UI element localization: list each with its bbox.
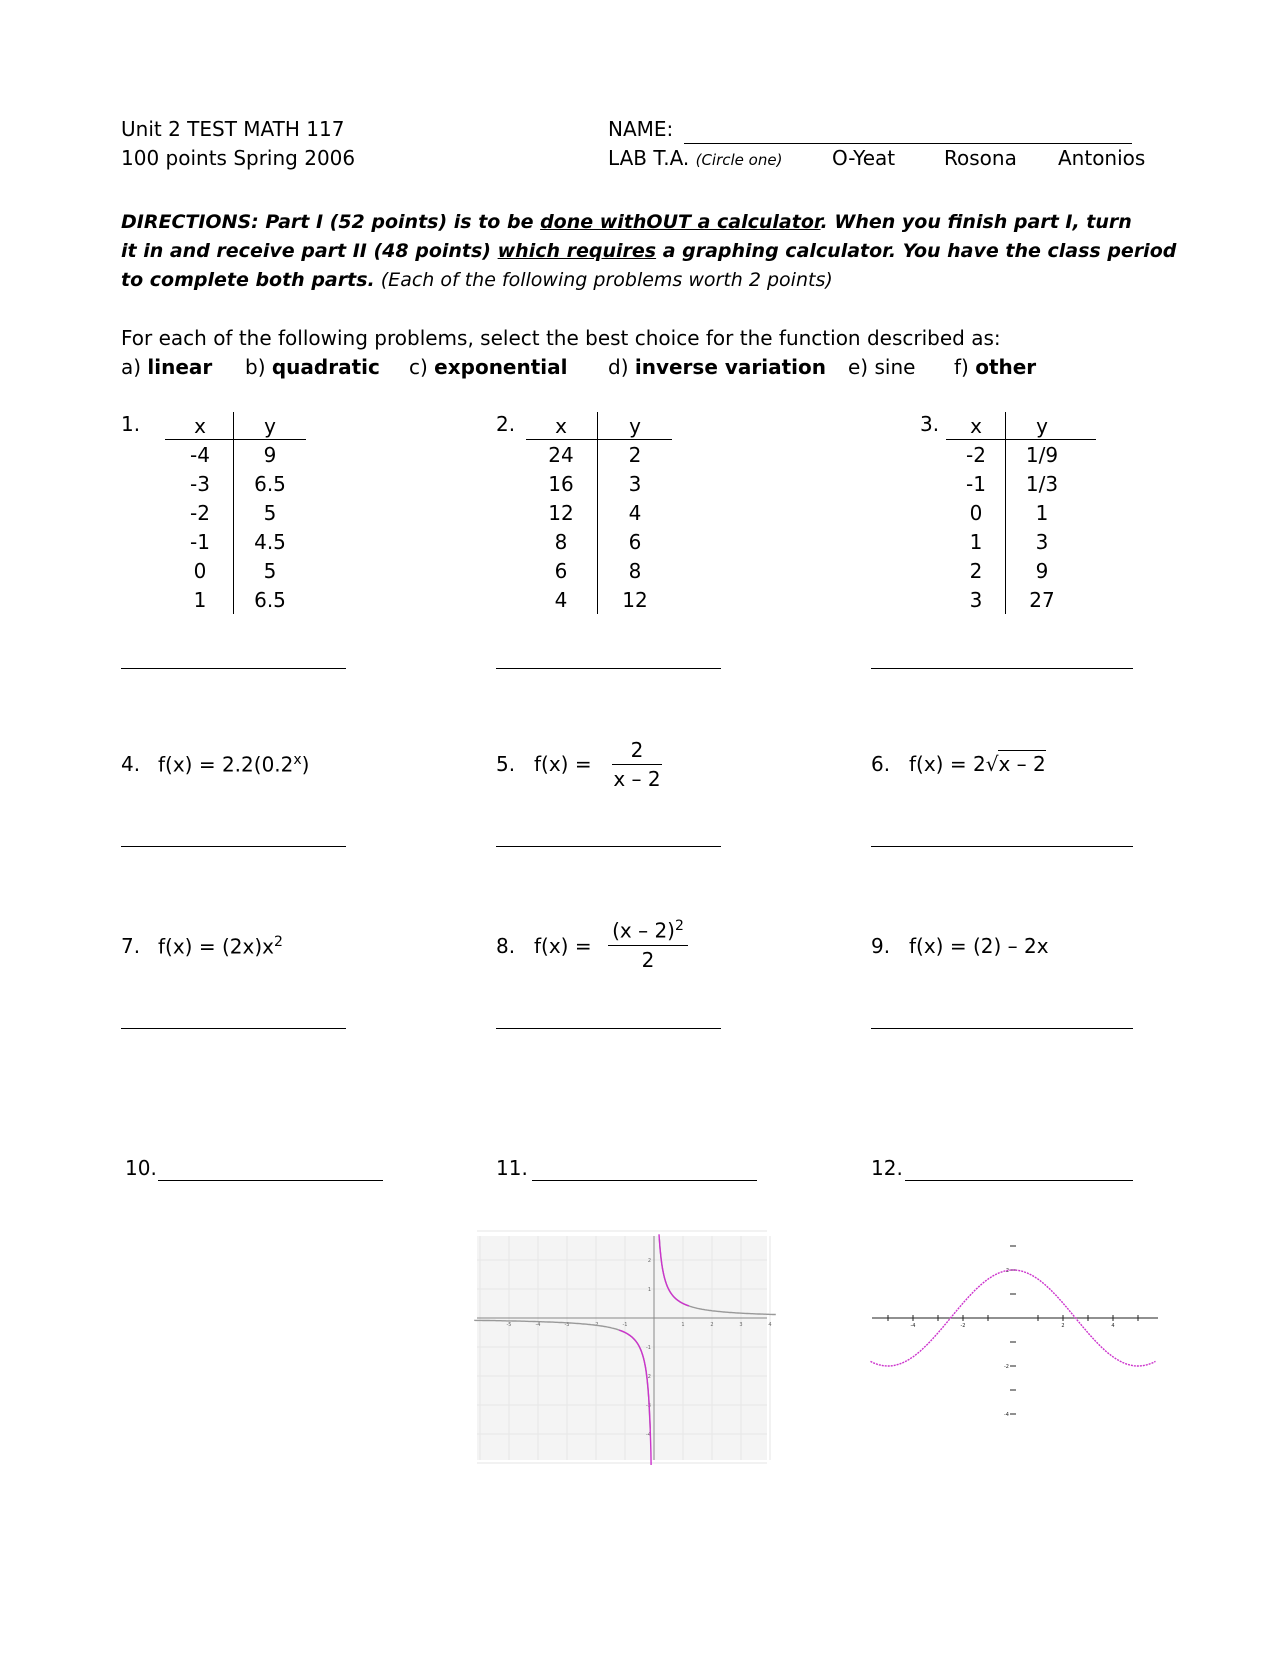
table-cell: 2 xyxy=(969,559,983,583)
directions-part1: DIRECTIONS: Part I (52 points) is to be xyxy=(121,211,541,233)
table-1 xyxy=(121,412,321,612)
table-cell: 1/9 xyxy=(1025,443,1059,467)
table-3 xyxy=(920,412,1120,612)
table-cell: -1 xyxy=(966,472,986,496)
problem-5-fraction xyxy=(612,738,662,791)
table-header-rule xyxy=(165,439,306,440)
answer-line-4[interactable] xyxy=(121,846,346,847)
table-cell: 6 xyxy=(554,559,568,583)
problem-number: 2. xyxy=(496,412,516,436)
problem-number: 1. xyxy=(121,412,141,436)
problem-5-numerator: 2 xyxy=(630,738,644,762)
test-subtitle: 100 points Spring 2006 xyxy=(121,146,356,170)
x-tick-label: 4 xyxy=(768,1322,772,1328)
table-cell: 24 xyxy=(548,443,574,467)
table-header-y: y xyxy=(1036,414,1048,438)
table-cell: 1 xyxy=(969,530,983,554)
table-header-y: y xyxy=(629,414,641,438)
problem-5-denominator: x – 2 xyxy=(613,767,661,791)
choice-e xyxy=(848,355,915,379)
name-label: NAME: xyxy=(608,117,674,141)
table-cell: 3 xyxy=(628,472,642,496)
fraction-bar xyxy=(612,764,662,765)
table-cell: -2 xyxy=(966,443,986,467)
problem-8-numerator-exponent: 2 xyxy=(674,918,684,934)
choice-d-name: inverse variation xyxy=(634,355,826,379)
answer-line-9[interactable] xyxy=(871,1028,1133,1029)
circle-one-note: (Circle one) xyxy=(695,151,783,169)
table-header-x: x xyxy=(970,414,982,438)
choice-d-letter: d) xyxy=(608,355,629,379)
answer-line-12[interactable] xyxy=(905,1180,1133,1181)
problem-9-number: 9. xyxy=(871,934,891,958)
instructions-text: For each of the following problems, select the best choice for the function described as: xyxy=(121,326,1001,350)
choice-f-letter: f) xyxy=(954,355,969,379)
table-header-rule xyxy=(526,439,672,440)
table-cell: 1/3 xyxy=(1025,472,1059,496)
table-cell: 3 xyxy=(969,588,983,612)
table-cell: 5 xyxy=(263,501,277,525)
table-cell: 12 xyxy=(548,501,574,525)
table-cell: 9 xyxy=(1035,559,1049,583)
x-tick-label: -4 xyxy=(535,1322,541,1328)
choice-e-letter: e) xyxy=(848,355,869,379)
directions-note: (Each of the following problems worth 2 points) xyxy=(374,269,833,291)
table-divider xyxy=(597,412,598,614)
answer-line-1[interactable] xyxy=(121,668,346,669)
table-cell: 8 xyxy=(554,530,568,554)
x-tick-label: -2 xyxy=(593,1322,599,1328)
problem-8-fraction xyxy=(608,918,688,972)
table-cell: 4 xyxy=(554,588,568,612)
problem-6-number: 6. xyxy=(871,752,891,776)
problem-6-formula xyxy=(909,752,1046,776)
table-cell: 3 xyxy=(1035,530,1049,554)
table-cell: 6.5 xyxy=(254,472,286,496)
choice-a-letter: a) xyxy=(121,355,142,379)
problem-4-formula xyxy=(158,752,309,777)
problem-7-formula xyxy=(158,934,283,959)
problem-5-number: 5. xyxy=(496,752,516,776)
table-cell: 27 xyxy=(1029,588,1055,612)
answer-line-3[interactable] xyxy=(871,668,1133,669)
directions xyxy=(121,208,1177,295)
table-header-x: x xyxy=(555,414,567,438)
table-cell: 4 xyxy=(628,501,642,525)
problem-8-number: 8. xyxy=(496,934,516,958)
x-tick-label: -2 xyxy=(960,1323,966,1329)
problem-4-close: ) xyxy=(301,752,310,777)
sqrt-icon: √ xyxy=(985,752,999,776)
y-tick-label: -3 xyxy=(646,1403,651,1409)
problem-4-lhs: f(x) = 2.2(0.2 xyxy=(158,752,294,777)
lab-ta-label xyxy=(608,146,782,170)
table-cell: -3 xyxy=(190,472,210,496)
table-cell: 2 xyxy=(628,443,642,467)
table-cell: 9 xyxy=(263,443,277,467)
fraction-bar xyxy=(608,945,688,946)
choice-b xyxy=(245,355,380,379)
problem-4-number: 4. xyxy=(121,752,141,776)
table-cell: 0 xyxy=(969,501,983,525)
graph-12 xyxy=(870,1236,1160,1446)
lab-ta-text: LAB T.A. xyxy=(608,146,690,170)
problem-5-lhs: f(x) = xyxy=(534,752,592,776)
x-tick-label: -1 xyxy=(622,1322,628,1328)
x-tick-label: 2 xyxy=(1061,1323,1065,1329)
table-cell: -2 xyxy=(190,501,210,525)
table-header-x: x xyxy=(194,414,206,438)
table-cell: 0 xyxy=(193,559,207,583)
problem-10-number: 10. xyxy=(125,1156,157,1180)
table-cell: 8 xyxy=(628,559,642,583)
problem-number: 3. xyxy=(920,412,940,436)
x-tick-label: 4 xyxy=(1111,1323,1115,1329)
directions-underline-1: done withOUT a calculator xyxy=(540,211,821,233)
answer-line-2[interactable] xyxy=(496,668,721,669)
test-title: Unit 2 TEST MATH 117 xyxy=(121,117,345,141)
ta-option-3[interactable]: Antonios xyxy=(1058,146,1146,170)
x-tick-label: -4 xyxy=(910,1323,916,1329)
table-header-y: y xyxy=(264,414,276,438)
table-cell: 6.5 xyxy=(254,588,286,612)
table-cell: -4 xyxy=(190,443,210,467)
table-cell: 12 xyxy=(622,588,648,612)
table-cell: 4.5 xyxy=(254,530,286,554)
directions-part2: . When you finish part I, turn xyxy=(820,211,1132,233)
choice-e-name: sine xyxy=(874,355,916,379)
table-cell: 5 xyxy=(263,559,277,583)
problem-7-lhs: f(x) = (2x)x xyxy=(158,934,274,959)
problem-11-number: 11. xyxy=(496,1156,528,1180)
ta-option-1[interactable]: O-Yeat xyxy=(832,146,896,170)
answer-line-5[interactable] xyxy=(496,846,721,847)
problem-4-exponent: x xyxy=(293,752,302,768)
table-cell: 16 xyxy=(548,472,574,496)
x-tick-label: 3 xyxy=(739,1322,743,1328)
problem-8-numerator-base: (x – 2) xyxy=(612,918,675,943)
y-tick-label: -2 xyxy=(646,1374,651,1380)
choice-c xyxy=(409,355,568,379)
x-tick-label: -3 xyxy=(564,1322,570,1328)
graph-background xyxy=(477,1236,767,1460)
ta-option-2[interactable]: Rosona xyxy=(944,146,1017,170)
problem-8-lhs: f(x) = xyxy=(534,934,592,958)
table-cell: 1 xyxy=(193,588,207,612)
directions-underline-2: which requires xyxy=(497,240,657,262)
choice-a xyxy=(121,355,212,379)
y-tick-label: -1 xyxy=(646,1345,651,1351)
y-tick-label: 1 xyxy=(647,1287,651,1293)
answer-line-10[interactable] xyxy=(158,1180,383,1181)
table-cell: -1 xyxy=(190,530,210,554)
choice-c-letter: c) xyxy=(409,355,428,379)
answer-line-7[interactable] xyxy=(121,1028,346,1029)
choice-f xyxy=(954,355,1036,379)
graph-11 xyxy=(477,1236,772,1460)
y-tick-label: -2 xyxy=(1004,1364,1009,1370)
problem-9-formula: f(x) = (2) – 2x xyxy=(909,934,1049,958)
x-tick-label: 2 xyxy=(710,1322,714,1328)
answer-line-8[interactable] xyxy=(496,1028,721,1029)
choice-f-name: other xyxy=(975,355,1037,379)
table-cell: 1 xyxy=(1035,501,1049,525)
problem-12-number: 12. xyxy=(871,1156,903,1180)
problem-6-lhs: f(x) = 2 xyxy=(909,752,986,776)
y-tick-label: -4 xyxy=(646,1432,651,1438)
directions-part5: to complete both parts. xyxy=(121,269,375,291)
choice-b-letter: b) xyxy=(245,355,266,379)
problem-8-numerator xyxy=(608,918,688,943)
choice-c-name: exponential xyxy=(434,355,568,379)
answer-line-6[interactable] xyxy=(871,846,1133,847)
y-tick-label: 2 xyxy=(647,1258,651,1264)
table-divider xyxy=(233,412,234,614)
y-tick-label: -4 xyxy=(1004,1412,1009,1418)
y-tick-label: 2 xyxy=(1005,1268,1009,1274)
axis-ticks xyxy=(888,1246,1138,1418)
directions-part4: a graphing calculator. You have the class period xyxy=(656,240,1177,262)
choice-a-name: linear xyxy=(147,355,213,379)
problem-6-radicand: x – 2 xyxy=(998,752,1046,776)
answer-line-11[interactable] xyxy=(532,1180,757,1181)
table-2 xyxy=(496,412,696,612)
directions-part3: it in and receive part II (48 points) xyxy=(121,240,498,262)
choice-b-name: quadratic xyxy=(271,355,380,379)
table-cell: 6 xyxy=(628,530,642,554)
problem-8-denominator: 2 xyxy=(641,947,655,972)
x-tick-label: 1 xyxy=(681,1322,685,1328)
x-tick-label: -5 xyxy=(506,1322,512,1328)
name-field-line[interactable] xyxy=(684,143,1132,144)
problem-7-number: 7. xyxy=(121,934,141,958)
problem-7-exponent: 2 xyxy=(273,934,283,950)
table-header-rule xyxy=(946,439,1096,440)
choice-d xyxy=(608,355,826,379)
